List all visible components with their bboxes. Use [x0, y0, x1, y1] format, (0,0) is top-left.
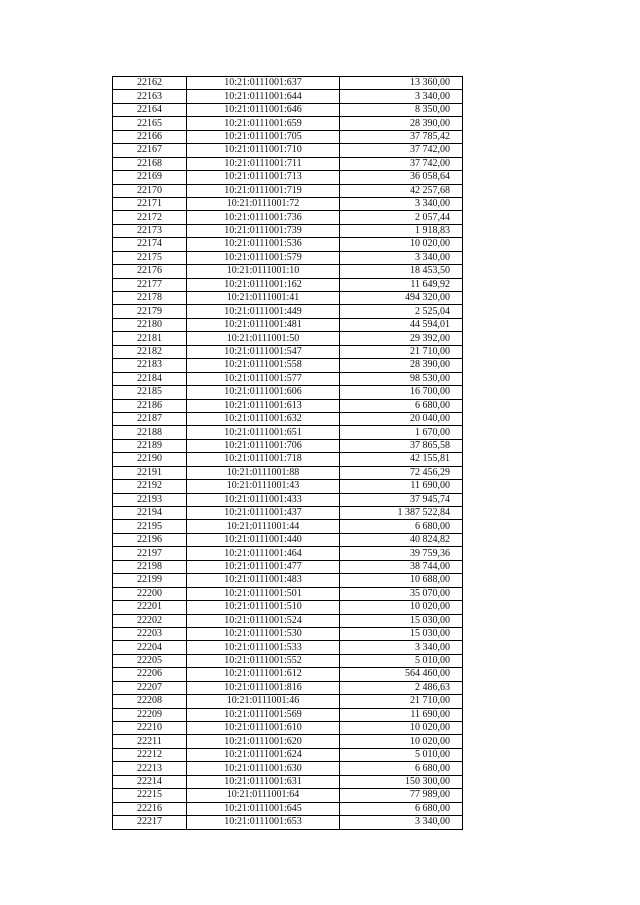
cadastral-value: 1 670,00 [340, 426, 463, 439]
cadastral-value: 3 340,00 [340, 197, 463, 210]
row-number: 22190 [113, 453, 187, 466]
row-number: 22183 [113, 359, 187, 372]
cadastral-number: 10:21:0111001:72 [187, 197, 340, 210]
cadastral-number: 10:21:0111001:713 [187, 171, 340, 184]
table-row [113, 722, 463, 735]
cadastral-value: 6 680,00 [340, 762, 463, 775]
table-row [113, 265, 463, 278]
row-number: 22167 [113, 144, 187, 157]
cadastral-value: 28 390,00 [340, 117, 463, 130]
row-number: 22196 [113, 533, 187, 546]
row-number: 22205 [113, 654, 187, 667]
cadastral-number: 10:21:0111001:501 [187, 587, 340, 600]
row-number: 22209 [113, 708, 187, 721]
table-row [113, 735, 463, 748]
table-row [113, 668, 463, 681]
table-row [113, 184, 463, 197]
cadastral-number: 10:21:0111001:579 [187, 251, 340, 264]
cadastral-number: 10:21:0111001:718 [187, 453, 340, 466]
cadastral-value: 15 030,00 [340, 627, 463, 640]
cadastral-value: 37 742,00 [340, 144, 463, 157]
cadastral-number: 10:21:0111001:440 [187, 533, 340, 546]
table-row [113, 547, 463, 560]
cadastral-number: 10:21:0111001:433 [187, 493, 340, 506]
cadastral-number: 10:21:0111001:46 [187, 695, 340, 708]
cadastral-number: 10:21:0111001:705 [187, 130, 340, 143]
cadastral-value: 494 320,00 [340, 292, 463, 305]
table-row [113, 305, 463, 318]
table-row [113, 641, 463, 654]
cadastral-value: 37 945,74 [340, 493, 463, 506]
table-row [113, 480, 463, 493]
cadastral-value: 36 058,64 [340, 171, 463, 184]
table-row [113, 412, 463, 425]
cadastral-value: 10 020,00 [340, 735, 463, 748]
table-row [113, 453, 463, 466]
row-number: 22174 [113, 238, 187, 251]
row-number: 22184 [113, 372, 187, 385]
table-row [113, 171, 463, 184]
cadastral-number: 10:21:0111001:719 [187, 184, 340, 197]
table-row [113, 117, 463, 130]
row-number: 22165 [113, 117, 187, 130]
row-number: 22200 [113, 587, 187, 600]
table-row [113, 681, 463, 694]
table-row [113, 627, 463, 640]
row-number: 22202 [113, 614, 187, 627]
row-number: 22216 [113, 802, 187, 815]
cadastral-value: 42 257,68 [340, 184, 463, 197]
cadastral-value: 13 360,00 [340, 77, 463, 90]
cadastral-value: 29 392,00 [340, 332, 463, 345]
row-number: 22206 [113, 668, 187, 681]
cadastral-number: 10:21:0111001:637 [187, 77, 340, 90]
cadastral-number: 10:21:0111001:552 [187, 654, 340, 667]
row-number: 22175 [113, 251, 187, 264]
table-row [113, 318, 463, 331]
cadastral-value: 150 300,00 [340, 775, 463, 788]
cadastral-value: 8 350,00 [340, 103, 463, 116]
table-row [113, 197, 463, 210]
table-row [113, 399, 463, 412]
cadastral-number: 10:21:0111001:536 [187, 238, 340, 251]
cadastral-value: 37 865,58 [340, 439, 463, 452]
row-number: 22178 [113, 292, 187, 305]
cadastral-number: 10:21:0111001:631 [187, 775, 340, 788]
cadastral-value: 37 742,00 [340, 157, 463, 170]
cadastral-value: 6 680,00 [340, 802, 463, 815]
row-number: 22199 [113, 574, 187, 587]
cadastral-number: 10:21:0111001:437 [187, 507, 340, 520]
cadastral-value: 42 155,81 [340, 453, 463, 466]
row-number: 22203 [113, 627, 187, 640]
cadastral-value: 38 744,00 [340, 560, 463, 573]
table-row [113, 601, 463, 614]
table-row [113, 144, 463, 157]
cadastral-value: 98 530,00 [340, 372, 463, 385]
cadastral-number: 10:21:0111001:510 [187, 601, 340, 614]
row-number: 22171 [113, 197, 187, 210]
row-number: 22213 [113, 762, 187, 775]
cadastral-value: 28 390,00 [340, 359, 463, 372]
table-row [113, 103, 463, 116]
table-row [113, 560, 463, 573]
table-row [113, 466, 463, 479]
row-number: 22204 [113, 641, 187, 654]
row-number: 22162 [113, 77, 187, 90]
cadastral-value: 77 989,00 [340, 789, 463, 802]
cadastral-number: 10:21:0111001:613 [187, 399, 340, 412]
cadastral-value: 35 070,00 [340, 587, 463, 600]
cadastral-number: 10:21:0111001:620 [187, 735, 340, 748]
cadastral-number: 10:21:0111001:64 [187, 789, 340, 802]
row-number: 22192 [113, 480, 187, 493]
table-row [113, 386, 463, 399]
cadastral-number: 10:21:0111001:10 [187, 265, 340, 278]
cadastral-number: 10:21:0111001:653 [187, 816, 340, 829]
cadastral-number: 10:21:0111001:816 [187, 681, 340, 694]
table-row [113, 372, 463, 385]
cadastral-value: 564 460,00 [340, 668, 463, 681]
cadastral-number: 10:21:0111001:558 [187, 359, 340, 372]
cadastral-number: 10:21:0111001:483 [187, 574, 340, 587]
table-row [113, 238, 463, 251]
cadastral-number: 10:21:0111001:530 [187, 627, 340, 640]
cadastral-value: 39 759,36 [340, 547, 463, 560]
table-row [113, 789, 463, 802]
cadastral-number: 10:21:0111001:624 [187, 748, 340, 761]
table-row [113, 278, 463, 291]
row-number: 22212 [113, 748, 187, 761]
cadastral-value: 1 918,83 [340, 224, 463, 237]
cadastral-value: 16 700,00 [340, 386, 463, 399]
row-number: 22195 [113, 520, 187, 533]
cadastral-number: 10:21:0111001:44 [187, 520, 340, 533]
table-row [113, 748, 463, 761]
table-row [113, 587, 463, 600]
table-row [113, 614, 463, 627]
table-row [113, 426, 463, 439]
cadastral-number: 10:21:0111001:533 [187, 641, 340, 654]
cadastral-value: 3 340,00 [340, 641, 463, 654]
row-number: 22194 [113, 507, 187, 520]
row-number: 22182 [113, 345, 187, 358]
cadastral-value: 11 690,00 [340, 708, 463, 721]
table-row [113, 493, 463, 506]
cadastral-value: 5 010,00 [340, 654, 463, 667]
row-number: 22217 [113, 816, 187, 829]
table-row [113, 802, 463, 815]
row-number: 22197 [113, 547, 187, 560]
table-row [113, 775, 463, 788]
cadastral-number: 10:21:0111001:43 [187, 480, 340, 493]
row-number: 22210 [113, 722, 187, 735]
row-number: 22180 [113, 318, 187, 331]
cadastral-value: 21 710,00 [340, 345, 463, 358]
cadastral-value: 15 030,00 [340, 614, 463, 627]
cadastral-value: 18 453,50 [340, 265, 463, 278]
cadastral-number: 10:21:0111001:569 [187, 708, 340, 721]
cadastral-number: 10:21:0111001:524 [187, 614, 340, 627]
row-number: 22211 [113, 735, 187, 748]
cadastral-number: 10:21:0111001:612 [187, 668, 340, 681]
cadastral-value: 21 710,00 [340, 695, 463, 708]
row-number: 22168 [113, 157, 187, 170]
table-body [113, 77, 463, 830]
cadastral-number: 10:21:0111001:547 [187, 345, 340, 358]
row-number: 22186 [113, 399, 187, 412]
cadastral-number: 10:21:0111001:659 [187, 117, 340, 130]
cadastral-value: 3 340,00 [340, 816, 463, 829]
row-number: 22170 [113, 184, 187, 197]
cadastral-number: 10:21:0111001:449 [187, 305, 340, 318]
table-row [113, 77, 463, 90]
cadastral-number: 10:21:0111001:736 [187, 211, 340, 224]
cadastral-value: 10 688,00 [340, 574, 463, 587]
cadastral-value: 1 387 522,84 [340, 507, 463, 520]
table-row [113, 211, 463, 224]
table-row [113, 130, 463, 143]
cadastral-number: 10:21:0111001:706 [187, 439, 340, 452]
table-row [113, 251, 463, 264]
cadastral-value: 40 824,82 [340, 533, 463, 546]
cadastral-value: 2 057,44 [340, 211, 463, 224]
row-number: 22173 [113, 224, 187, 237]
row-number: 22189 [113, 439, 187, 452]
table-row [113, 332, 463, 345]
row-number: 22169 [113, 171, 187, 184]
row-number: 22177 [113, 278, 187, 291]
table-row [113, 762, 463, 775]
row-number: 22172 [113, 211, 187, 224]
table-row [113, 708, 463, 721]
table-row [113, 816, 463, 829]
cadastral-value-table [112, 76, 463, 830]
cadastral-number: 10:21:0111001:481 [187, 318, 340, 331]
cadastral-number: 10:21:0111001:646 [187, 103, 340, 116]
cadastral-number: 10:21:0111001:88 [187, 466, 340, 479]
table-row [113, 345, 463, 358]
cadastral-number: 10:21:0111001:651 [187, 426, 340, 439]
cadastral-number: 10:21:0111001:477 [187, 560, 340, 573]
row-number: 22198 [113, 560, 187, 573]
row-number: 22214 [113, 775, 187, 788]
cadastral-value: 37 785,42 [340, 130, 463, 143]
table-row [113, 507, 463, 520]
row-number: 22181 [113, 332, 187, 345]
table-row [113, 574, 463, 587]
row-number: 22164 [113, 103, 187, 116]
cadastral-number: 10:21:0111001:610 [187, 722, 340, 735]
cadastral-value: 5 010,00 [340, 748, 463, 761]
cadastral-value: 72 456,29 [340, 466, 463, 479]
cadastral-value: 10 020,00 [340, 601, 463, 614]
row-number: 22215 [113, 789, 187, 802]
table-row [113, 533, 463, 546]
cadastral-number: 10:21:0111001:162 [187, 278, 340, 291]
cadastral-value: 11 649,92 [340, 278, 463, 291]
table-row [113, 654, 463, 667]
cadastral-number: 10:21:0111001:464 [187, 547, 340, 560]
cadastral-number: 10:21:0111001:630 [187, 762, 340, 775]
cadastral-value: 10 020,00 [340, 722, 463, 735]
cadastral-number: 10:21:0111001:645 [187, 802, 340, 815]
cadastral-value: 11 690,00 [340, 480, 463, 493]
cadastral-value: 3 340,00 [340, 251, 463, 264]
table-row [113, 439, 463, 452]
cadastral-value: 44 594,01 [340, 318, 463, 331]
row-number: 22191 [113, 466, 187, 479]
row-number: 22193 [113, 493, 187, 506]
row-number: 22166 [113, 130, 187, 143]
cadastral-value: 6 680,00 [340, 399, 463, 412]
cadastral-number: 10:21:0111001:632 [187, 412, 340, 425]
table-row [113, 695, 463, 708]
row-number: 22207 [113, 681, 187, 694]
table-row [113, 359, 463, 372]
cadastral-value: 2 525,04 [340, 305, 463, 318]
row-number: 22163 [113, 90, 187, 103]
cadastral-value: 3 340,00 [340, 90, 463, 103]
row-number: 22208 [113, 695, 187, 708]
cadastral-number: 10:21:0111001:644 [187, 90, 340, 103]
cadastral-number: 10:21:0111001:577 [187, 372, 340, 385]
row-number: 22201 [113, 601, 187, 614]
row-number: 22187 [113, 412, 187, 425]
cadastral-number: 10:21:0111001:739 [187, 224, 340, 237]
cadastral-value: 2 486,63 [340, 681, 463, 694]
table-row [113, 520, 463, 533]
table-row [113, 157, 463, 170]
cadastral-value: 10 020,00 [340, 238, 463, 251]
row-number: 22185 [113, 386, 187, 399]
cadastral-number: 10:21:0111001:50 [187, 332, 340, 345]
row-number: 22179 [113, 305, 187, 318]
cadastral-value: 6 680,00 [340, 520, 463, 533]
row-number: 22188 [113, 426, 187, 439]
row-number: 22176 [113, 265, 187, 278]
cadastral-number: 10:21:0111001:41 [187, 292, 340, 305]
cadastral-number: 10:21:0111001:606 [187, 386, 340, 399]
table-row [113, 90, 463, 103]
table-row [113, 224, 463, 237]
cadastral-value: 20 040,00 [340, 412, 463, 425]
table-row [113, 292, 463, 305]
cadastral-number: 10:21:0111001:710 [187, 144, 340, 157]
cadastral-number: 10:21:0111001:711 [187, 157, 340, 170]
